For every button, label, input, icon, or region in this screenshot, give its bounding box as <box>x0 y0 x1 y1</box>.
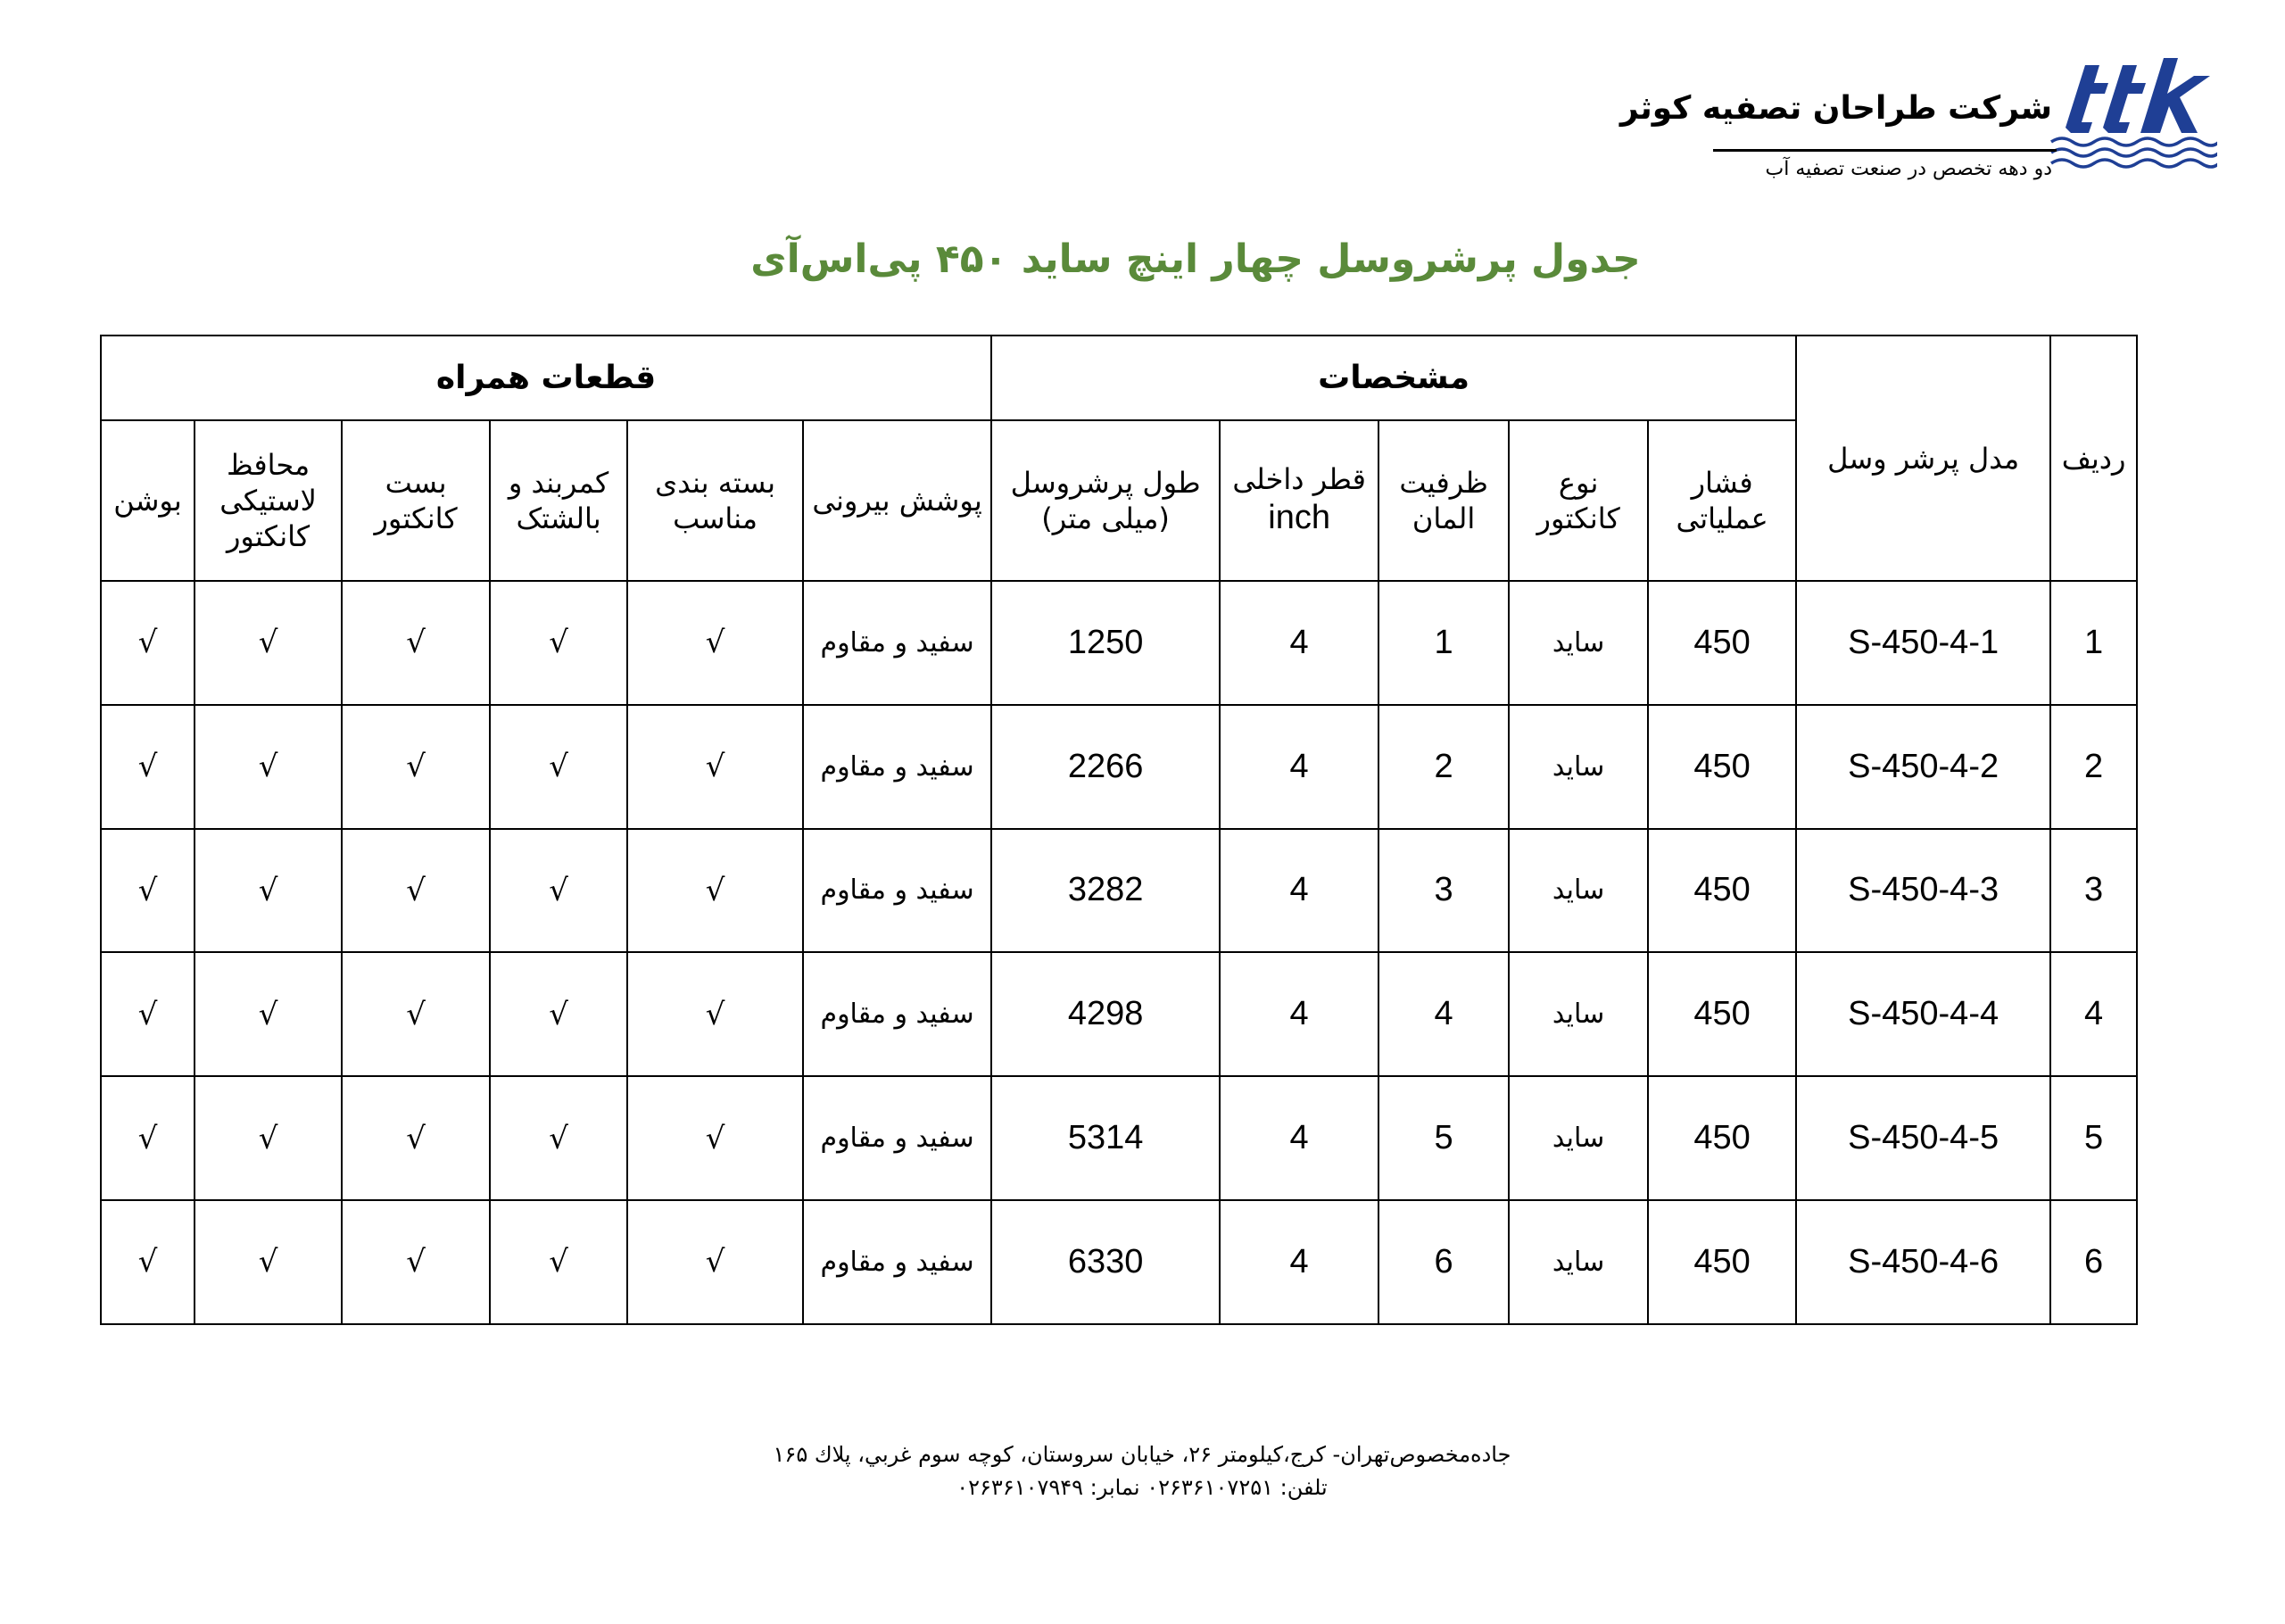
cell-packing-check: √ <box>627 1076 803 1200</box>
cell-row-no: 4 <box>2050 952 2137 1076</box>
cell-guard-check: √ <box>195 1076 342 1200</box>
table-group-header-row <box>101 336 2137 420</box>
col-header-element: ظرفیت المان <box>1378 420 1509 581</box>
col-header-length: طول پرشروسل (میلی متر) <box>991 420 1220 581</box>
cell-belt-check: √ <box>490 581 627 705</box>
logo-divider <box>1713 149 2057 152</box>
cell-cover: سفید و مقاوم <box>803 829 991 953</box>
cell-model: 450-4-1-S <box>1796 581 2050 705</box>
cell-clamp-check: √ <box>342 1200 490 1324</box>
table-row <box>101 705 2137 829</box>
table-row <box>101 1200 2137 1324</box>
col-header-connector: نوع کانکتور <box>1509 420 1648 581</box>
cell-clamp-check: √ <box>342 829 490 953</box>
logo-waves <box>2051 138 2217 167</box>
cell-packing-check: √ <box>627 581 803 705</box>
table-row <box>101 1076 2137 1200</box>
spec-table <box>100 335 2138 1325</box>
cell-connector: ساید <box>1509 1076 1648 1200</box>
cell-pressure: 450 <box>1648 1200 1796 1324</box>
cell-row-no: 6 <box>2050 1200 2137 1324</box>
cell-guard-check: √ <box>195 952 342 1076</box>
cell-guard-check: √ <box>195 581 342 705</box>
cell-bushing-check: √ <box>101 1076 195 1200</box>
cell-length: 6330 <box>991 1200 1220 1324</box>
cell-connector: ساید <box>1509 1200 1648 1324</box>
cell-element: 6 <box>1378 1200 1509 1324</box>
footer <box>625 1438 1660 1504</box>
col-header-bushing: بوشن <box>101 420 195 581</box>
table-row <box>101 829 2137 953</box>
cell-row-no: 2 <box>2050 705 2137 829</box>
cell-length: 4298 <box>991 952 1220 1076</box>
table-body <box>101 581 2137 1324</box>
cell-cover: سفید و مقاوم <box>803 581 991 705</box>
col-header-belt: کمربند و بالشتک <box>490 420 627 581</box>
cell-length: 2266 <box>991 705 1220 829</box>
cell-belt-check: √ <box>490 1076 627 1200</box>
cell-diameter: 4 <box>1220 705 1378 829</box>
cell-cover: سفید و مقاوم <box>803 705 991 829</box>
cell-guard-check: √ <box>195 829 342 953</box>
footer-address: جادەمخصوص‌تهران- کرج،کیلومتر ۲۶، خیابان سروستان، کوچه سوم غربي، پلاك ۱۶۵ <box>773 1442 1511 1467</box>
cell-model: 450-4-6-S <box>1796 1200 2050 1324</box>
cell-diameter: 4 <box>1220 829 1378 953</box>
col-header-diameter-unit: inch <box>1268 499 1330 537</box>
cell-connector: ساید <box>1509 829 1648 953</box>
cell-element: 1 <box>1378 581 1509 705</box>
cell-bushing-check: √ <box>101 705 195 829</box>
cell-connector: ساید <box>1509 705 1648 829</box>
cell-row-no: 3 <box>2050 829 2137 953</box>
cell-cover: سفید و مقاوم <box>803 1076 991 1200</box>
cell-pressure: 450 <box>1648 705 1796 829</box>
company-logo-block <box>1619 49 2217 187</box>
cell-guard-check: √ <box>195 705 342 829</box>
col-header-row-no: ردیف <box>2050 336 2137 581</box>
cell-length: 1250 <box>991 581 1220 705</box>
cell-pressure: 450 <box>1648 952 1796 1076</box>
group-header-accessories: قطعات همراه <box>101 336 991 420</box>
table-row <box>101 952 2137 1076</box>
col-header-clamp: بست کانکتور <box>342 420 490 581</box>
cell-element: 4 <box>1378 952 1509 1076</box>
cell-pressure: 450 <box>1648 581 1796 705</box>
col-header-model: مدل پرشر وسل <box>1796 336 2050 581</box>
cell-pressure: 450 <box>1648 829 1796 953</box>
cell-row-no: 5 <box>2050 1076 2137 1200</box>
table-row <box>101 581 2137 705</box>
cell-packing-check: √ <box>627 705 803 829</box>
cell-bushing-check: √ <box>101 952 195 1076</box>
col-header-packing: بسته بندی مناسب <box>627 420 803 581</box>
company-tagline: دو دهه تخصص در صنعت تصفیه آب <box>1765 158 2052 180</box>
cell-cover: سفید و مقاوم <box>803 952 991 1076</box>
cell-belt-check: √ <box>490 829 627 953</box>
ttk-logo-icon <box>2048 49 2217 183</box>
cell-cover: سفید و مقاوم <box>803 1200 991 1324</box>
company-name: شرکت طراحان تصفیه کوثر <box>1619 90 2052 127</box>
cell-bushing-check: √ <box>101 1200 195 1324</box>
cell-belt-check: √ <box>490 952 627 1076</box>
cell-element: 5 <box>1378 1076 1509 1200</box>
cell-length: 5314 <box>991 1076 1220 1200</box>
cell-diameter: 4 <box>1220 1200 1378 1324</box>
cell-diameter: 4 <box>1220 1076 1378 1200</box>
cell-clamp-check: √ <box>342 705 490 829</box>
cell-packing-check: √ <box>627 1200 803 1324</box>
cell-belt-check: √ <box>490 705 627 829</box>
cell-guard-check: √ <box>195 1200 342 1324</box>
cell-connector: ساید <box>1509 581 1648 705</box>
group-header-specs: مشخصات <box>991 336 1796 420</box>
logo-letters <box>2066 58 2210 133</box>
cell-pressure: 450 <box>1648 1076 1796 1200</box>
cell-model: 450-4-2-S <box>1796 705 2050 829</box>
cell-diameter: 4 <box>1220 952 1378 1076</box>
cell-packing-check: √ <box>627 829 803 953</box>
page-title: جدول پرشروسل چهار اینچ ساید ۴۵۰ پی‌اس‌آی <box>750 236 1641 282</box>
cell-packing-check: √ <box>627 952 803 1076</box>
col-header-cover: پوشش بیرونی <box>803 420 991 581</box>
col-header-diameter-label: قطر داخلی <box>1232 462 1366 497</box>
col-header-guard: محافظ لاستیکی کانکتور <box>195 420 342 581</box>
cell-belt-check: √ <box>490 1200 627 1324</box>
cell-clamp-check: √ <box>342 1076 490 1200</box>
cell-model: 450-4-4-S <box>1796 952 2050 1076</box>
cell-diameter: 4 <box>1220 581 1378 705</box>
cell-element: 2 <box>1378 705 1509 829</box>
cell-bushing-check: √ <box>101 581 195 705</box>
cell-clamp-check: √ <box>342 581 490 705</box>
cell-element: 3 <box>1378 829 1509 953</box>
cell-model: 450-4-5-S <box>1796 1076 2050 1200</box>
cell-row-no: 1 <box>2050 581 2137 705</box>
footer-phone: تلفن: ۰۲۶۳۶۱۰۷۲۵۱ نمابر: ۰۲۶۳۶۱۰۷۹۴۹ <box>956 1475 1328 1501</box>
cell-bushing-check: √ <box>101 829 195 953</box>
col-header-diameter <box>1220 420 1378 581</box>
cell-length: 3282 <box>991 829 1220 953</box>
cell-model: 450-4-3-S <box>1796 829 2050 953</box>
cell-connector: ساید <box>1509 952 1648 1076</box>
col-header-pressure: فشار عملیاتی <box>1648 420 1796 581</box>
cell-clamp-check: √ <box>342 952 490 1076</box>
